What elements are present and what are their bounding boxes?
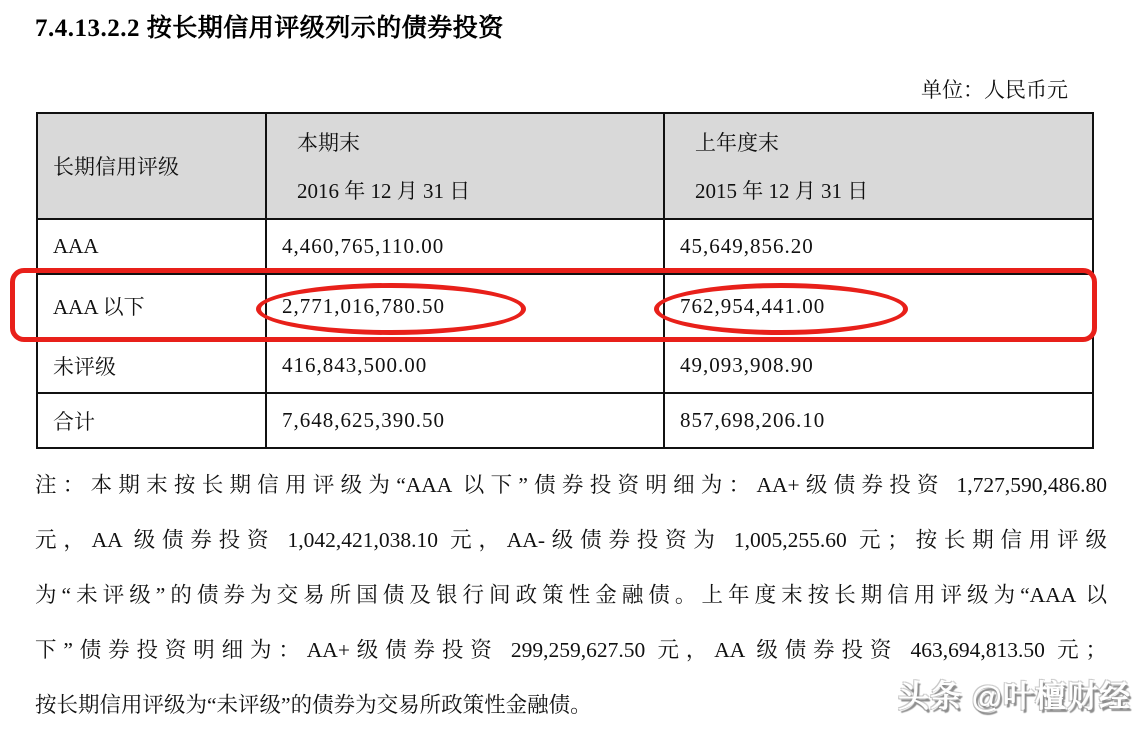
header-current-label: 本期末 [297, 131, 360, 155]
header-rating: 长期信用评级 [37, 113, 266, 219]
footnote-line: 元，AA 级债券投资 1,042,421,038.10 元，AA-级债券投资为 1,005,255.60 元；按长期信用评级 [35, 528, 1107, 552]
table-row-aaa [37, 219, 1093, 274]
current-value: 4,460,765,110.00 [266, 219, 664, 274]
header-prior-label: 上年度末 [695, 131, 779, 155]
footnote-line: 按长期信用评级为“未评级”的债券为交易所政策性金融债。 [35, 693, 592, 717]
header-current-date: 2016 年 12 月 31 日 [297, 179, 471, 203]
table-row-total [37, 393, 1093, 448]
page-title: 7.4.13.2.2 按长期信用评级列示的债券投资 [35, 15, 504, 42]
footnote-line: 为“未评级”的债券为交易所国债及银行间政策性金融债。上年度末按长期信用评级为“AAA 以 [35, 583, 1107, 607]
watermark: 头条 @叶檀财经 [898, 679, 1131, 714]
bond-rating-table [36, 112, 1094, 449]
prior-value: 857,698,206.10 [664, 393, 1093, 448]
footnote-line: 下”债券投资明细为：AA+级债券投资 299,259,627.50 元，AA 级债券投资 463,694,813.50 元； [35, 638, 1107, 662]
unit-label: 单位：人民币元 [921, 78, 1068, 102]
header-current-period [266, 113, 664, 219]
current-value: 416,843,500.00 [266, 338, 664, 393]
footnote-line: 注：本期末按长期信用评级为“AAA 以下”债券投资明细为：AA+级债券投资 1,727,590,486.80 [35, 473, 1107, 497]
table-row-below-aaa [37, 274, 1093, 338]
rating-label: 合计 [37, 393, 266, 448]
rating-label: AAA 以下 [37, 274, 266, 338]
header-prior-date: 2015 年 12 月 31 日 [695, 179, 869, 203]
table-header-row [37, 113, 1093, 219]
prior-value: 45,649,856.20 [664, 219, 1093, 274]
current-value: 2,771,016,780.50 [266, 274, 664, 338]
rating-label: AAA [37, 219, 266, 274]
prior-value: 762,954,441.00 [664, 274, 1093, 338]
rating-label: 未评级 [37, 338, 266, 393]
prior-value: 49,093,908.90 [664, 338, 1093, 393]
table-row-unrated [37, 338, 1093, 393]
current-value: 7,648,625,390.50 [266, 393, 664, 448]
header-prior-period [664, 113, 1093, 219]
